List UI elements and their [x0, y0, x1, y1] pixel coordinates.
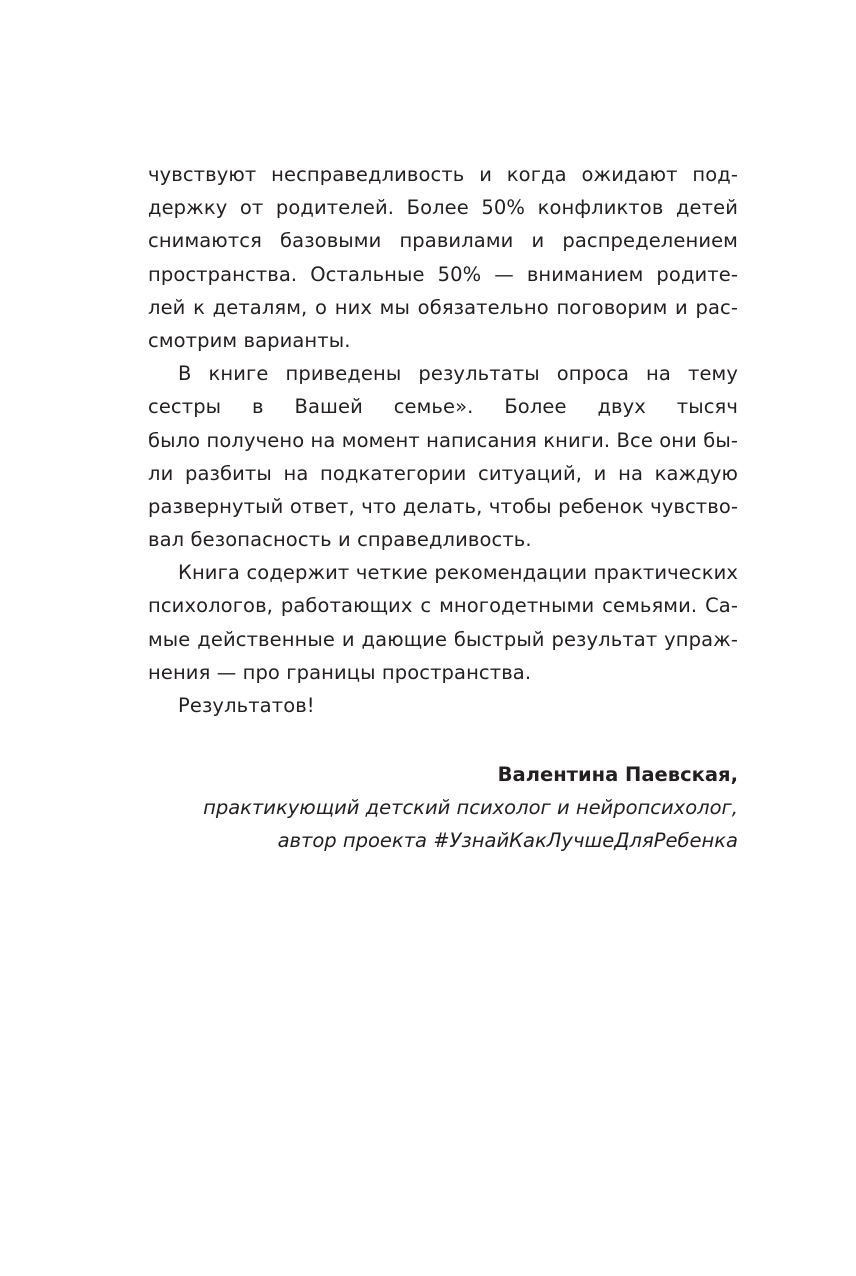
text-line: сестры в Вашей семье». Более двух тысяч — [148, 395, 738, 419]
text-line: Результатов! — [178, 694, 315, 717]
text-line: нения — про границы пространства. — [148, 660, 532, 684]
text-line: психологов, работающих с многодетными семьями. Са- — [148, 594, 738, 618]
text-line: В книге приведены результаты опроса на тему — [178, 362, 738, 386]
text-line: снимаются базовыми правилами и распределением — [148, 229, 738, 253]
author-name: Валентина Паевская, — [497, 763, 738, 786]
signature-block — [203, 758, 738, 858]
text-line: мые действенные и дающие быстрый результат упраж- — [148, 627, 738, 651]
text-line: чувствуют несправедливость и когда ожидают под- — [148, 163, 738, 186]
text-line: держку от родителей. Более 50% конфликтов детей — [148, 196, 738, 220]
author-title: практикующий детский психолог и нейропсихолог, — [203, 796, 738, 820]
text-line: развернутый ответ, что делать, чтобы ребенок чувство- — [148, 494, 738, 518]
text-line: ли разбиты на подкатегории ситуаций, и на каждую — [148, 461, 738, 485]
text-line: лей к деталям, о них мы обязательно поговорим и рас- — [148, 295, 738, 319]
text-line: пространства. Остальные 50% — вниманием родите- — [148, 262, 738, 286]
text-line: было получено на момент написания книги. Все они бы- — [148, 428, 738, 452]
text-line: смотрим варианты. — [148, 328, 351, 352]
author-project: автор проекта #УзнайКакЛучшеДляРебенка — [277, 829, 738, 853]
body-text — [148, 158, 738, 722]
text-line: Книга содержит четкие рекомендации практических — [178, 561, 738, 585]
text-line: вал безопасность и справедливость. — [148, 528, 532, 552]
